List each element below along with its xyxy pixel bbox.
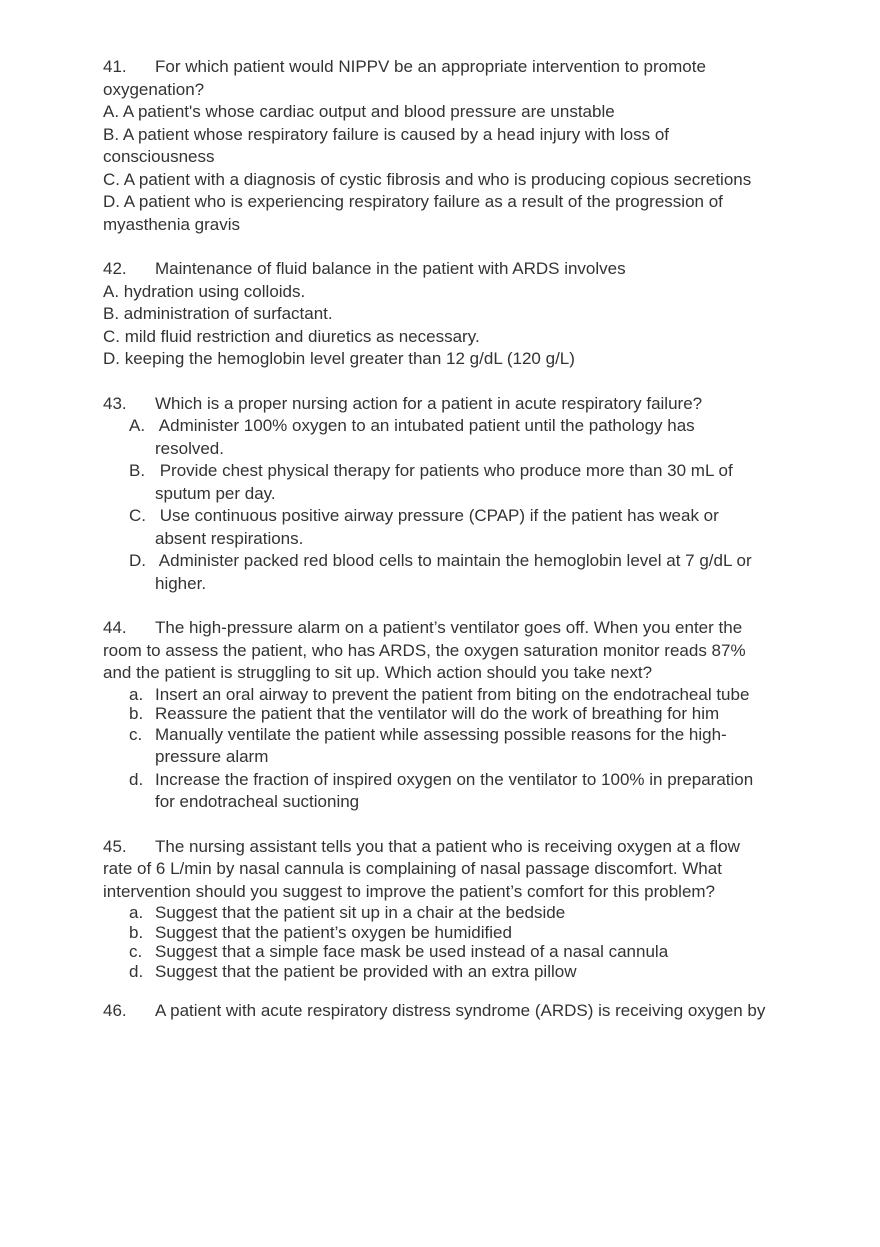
question-stem xyxy=(103,258,783,281)
answer-option-c: C. mild fluid restriction and diuretics as necessary. xyxy=(103,326,480,346)
stem-line: The high-pressure alarm on a patient’s ventilator goes off. When you enter the xyxy=(155,618,743,637)
option-text: Increase the fraction of inspired oxygen on the ventilator to 100% in preparation xyxy=(155,769,754,789)
option-text: Suggest that the patient be provided with an extra pillow xyxy=(155,961,577,981)
option-marker: d. xyxy=(129,769,144,789)
option-text-continued: for endotracheal suctioning xyxy=(155,792,360,811)
answer-option-b: B. A patient whose respiratory failure is caused by a head injury with loss of xyxy=(103,124,670,144)
option-marker: b. xyxy=(129,922,144,942)
answer-option-b xyxy=(103,923,783,943)
question-stem-continued: oxygenation? xyxy=(103,79,205,99)
option-text: Use continuous positive airway pressure (CPAP) if the patient has weak or xyxy=(155,506,719,525)
stem-line: The nursing assistant tells you that a patient who is receiving oxygen at a flow xyxy=(155,836,740,856)
answer-options xyxy=(103,903,783,981)
question-45 xyxy=(103,836,783,982)
option-text: Reassure the patient that the ventilator will do the work of breathing for him xyxy=(155,704,720,723)
question-stem-continued: and the patient is struggling to sit up. Which action should you take next? xyxy=(103,663,653,682)
stem-line: For which patient would NIPPV be an appropriate intervention to promote xyxy=(155,57,706,76)
question-stem-continued: room to assess the patient, who has ARDS, the oxygen saturation monitor reads 87% xyxy=(103,640,746,660)
option-marker: a. xyxy=(129,684,144,704)
option-marker: B. xyxy=(129,461,146,480)
question-number: 44. xyxy=(103,618,127,637)
option-marker: C. xyxy=(129,506,146,525)
option-text-continued: pressure alarm xyxy=(155,747,269,766)
answer-option-c xyxy=(103,724,783,769)
question-stem xyxy=(103,393,783,416)
question-41 xyxy=(103,56,783,236)
question-number: 46. xyxy=(103,1001,127,1020)
option-text: Suggest that the patient sit up in a chair at the bedside xyxy=(155,903,566,922)
option-marker: c. xyxy=(129,724,143,744)
answer-option-a: A. hydration using colloids. xyxy=(103,281,306,301)
answer-options xyxy=(103,415,783,595)
option-text-continued: higher. xyxy=(155,573,207,593)
question-stem xyxy=(103,1000,783,1023)
answer-option-d: D. A patient who is experiencing respiratory failure as a result of the progression of xyxy=(103,192,723,211)
answer-option-d: D. keeping the hemoglobin level greater than 12 g/dL (120 g/L) xyxy=(103,349,575,368)
option-text: Suggest that a simple face mask be used instead of a nasal cannula xyxy=(155,942,669,961)
question-number: 42. xyxy=(103,259,127,278)
option-text: Administer packed red blood cells to maintain the hemoglobin level at 7 g/dL or xyxy=(155,551,752,570)
question-stem-continued: rate of 6 L/min by nasal cannula is complaining of nasal passage discomfort. What xyxy=(103,859,722,878)
option-marker: b. xyxy=(129,704,144,723)
stem-line: A patient with acute respiratory distress syndrome (ARDS) is receiving oxygen by xyxy=(155,1001,766,1020)
answer-option-d xyxy=(103,962,783,982)
question-42 xyxy=(103,258,783,371)
question-number: 41. xyxy=(103,57,127,76)
option-marker: a. xyxy=(129,903,144,922)
option-text-continued: sputum per day. xyxy=(155,483,276,503)
question-44 xyxy=(103,617,783,814)
answer-options xyxy=(103,685,783,814)
answer-option-a xyxy=(103,685,783,705)
question-number: 43. xyxy=(103,393,127,413)
document-page xyxy=(103,56,783,1023)
answer-option-a xyxy=(103,415,783,460)
option-text: Manually ventilate the patient while assessing possible reasons for the high- xyxy=(155,724,727,744)
option-text: Administer 100% oxygen to an intubated patient until the pathology has xyxy=(155,416,695,435)
answer-option-c xyxy=(103,942,783,962)
answer-option-a xyxy=(103,903,783,923)
question-43 xyxy=(103,393,783,596)
answer-option-b-continued: consciousness xyxy=(103,147,215,166)
option-text: Insert an oral airway to prevent the patient from biting on the endotracheal tube xyxy=(155,684,750,704)
answer-option-b xyxy=(103,460,783,505)
question-stem-continued: intervention should you suggest to improve the patient’s comfort for this problem? xyxy=(103,881,716,901)
option-marker: c. xyxy=(129,942,143,961)
answer-option-d xyxy=(103,769,783,814)
option-marker: A. xyxy=(129,416,146,435)
answer-option-d xyxy=(103,550,783,595)
option-marker: d. xyxy=(129,961,144,981)
question-stem xyxy=(103,836,783,859)
question-46 xyxy=(103,1000,783,1023)
answer-option-b: B. administration of surfactant. xyxy=(103,304,333,323)
question-stem xyxy=(103,56,783,79)
option-text-continued: resolved. xyxy=(155,438,224,458)
answer-option-c: C. A patient with a diagnosis of cystic fibrosis and who is producing copious secretions xyxy=(103,169,752,189)
question-stem xyxy=(103,617,783,640)
stem-line: Which is a proper nursing action for a patient in acute respiratory failure? xyxy=(155,393,703,413)
option-text-continued: absent respirations. xyxy=(155,528,304,548)
answer-option-a: A. A patient's whose cardiac output and blood pressure are unstable xyxy=(103,102,615,121)
answer-option-c xyxy=(103,505,783,550)
option-text: Provide chest physical therapy for patients who produce more than 30 mL of xyxy=(155,461,733,480)
stem-line: Maintenance of fluid balance in the patient with ARDS involves xyxy=(155,259,626,278)
answer-option-d-continued: myasthenia gravis xyxy=(103,214,241,234)
question-number: 45. xyxy=(103,836,127,856)
option-marker: D. xyxy=(129,551,146,570)
option-text: Suggest that the patient’s oxygen be humidified xyxy=(155,922,512,942)
answer-option-b xyxy=(103,704,783,724)
